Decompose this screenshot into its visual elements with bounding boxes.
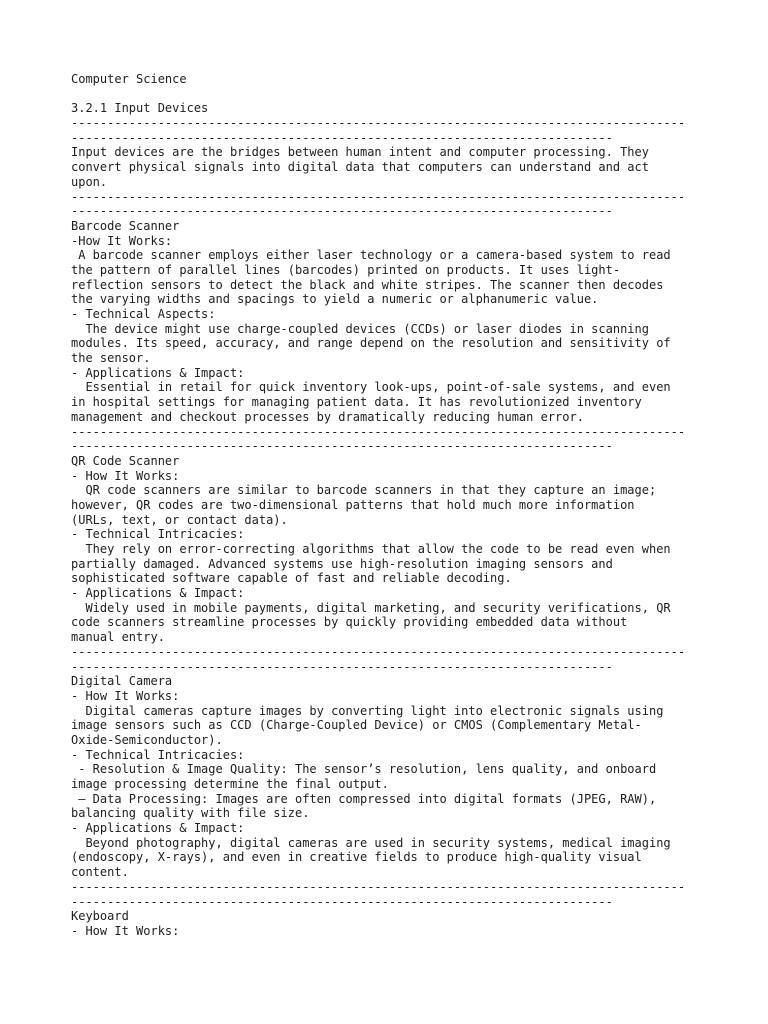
barcode-scanner-section [71,219,711,425]
section-heading: Keyboard [71,909,129,924]
qr-code-scanner-section [71,454,711,645]
body-line: (URLs, text, or contact data). [71,512,288,527]
body-line: Essential in retail for quick inventory look-ups, point-of-sale systems, and even [71,380,671,395]
body-line: sophisticated software capable of fast and reliable decoding. [71,571,512,586]
body-line: in hospital settings for managing patient data. It has revolutionized inventory [71,395,642,410]
intro-paragraph [71,145,711,189]
separator-line: --------------------------------------------------------------------------- [71,659,613,674]
body-line: partially damaged. Advanced systems use high-resolution imaging sensors and [71,556,613,571]
digital-camera-section [71,674,711,880]
separator-line: ------------------------------------------------------------------------------------- [71,644,686,659]
separator-line: --------------------------------------------------------------------------- [71,894,613,909]
body-line: the pattern of parallel lines (barcodes) printed on products. It uses light- [71,262,621,277]
subheading: - Technical Intricacies: [71,527,245,542]
body-line: They rely on error-correcting algorithms that allow the code to be read even when [71,542,671,556]
separator-line: ------------------------------------------------------------------------------------- [71,189,686,204]
document-page [71,72,711,939]
body-line: - Resolution & Image Quality: The sensor’s resolution, lens quality, and onboard [71,762,657,777]
body-line: Beyond photography, digital cameras are used in security systems, medical imaging [71,835,671,850]
subheading: - How It Works: [71,688,180,703]
section-heading: Barcode Scanner [71,218,180,233]
separator-line: ------------------------------------------------------------------------------------- [71,116,686,131]
body-line: reflection sensors to detect the black and white stripes. The scanner then decodes [71,277,664,292]
subheading: - How It Works: [71,468,180,483]
body-line: management and checkout processes by dramatically reducing human error. [71,409,584,424]
body-line: QR code scanners are similar to barcode scanners in that they capture an image; [71,483,657,498]
body-line: A barcode scanner employs either laser technology or a camera-based system to read [71,248,671,263]
body-line: however, QR codes are two-dimensional patterns that hold much more information [71,497,635,512]
body-line: Oxide-Semiconductor). [71,732,223,747]
body-line: image sensors such as CCD (Charge-Coupled Device) or CMOS (Complementary Metal- [71,718,642,733]
section-heading: Digital Camera [71,674,173,689]
section-title: 3.2.1 Input Devices [71,101,209,116]
body-line: the varying widths and spacings to yield a numeric or alphanumeric value. [71,292,599,307]
body-line: image processing determine the final output. [71,777,389,791]
intro-line: upon. [71,174,108,189]
body-line: Digital cameras capture images by converting light into electronic signals using [71,703,664,718]
subheading: - Applications & Impact: [71,821,245,836]
body-line: Widely used in mobile payments, digital marketing, and security verifications, QR [71,600,671,615]
subheading: - Technical Aspects: [71,307,216,321]
body-line: – Data Processing: Images are often compressed into digital formats (JPEG, RAW), [71,791,657,806]
section-heading: QR Code Scanner [71,453,180,468]
subheading: -How It Works: [71,233,173,248]
separator-line: ------------------------------------------------------------------------------------- [71,879,686,894]
subheading: - Technical Intricacies: [71,747,245,762]
separator-line: ------------------------------------------------------------------------------------- [71,424,686,439]
subject-heading: Computer Science [71,72,187,86]
subheading: - How It Works: [71,923,180,938]
body-line: modules. Its speed, accuracy, and range depend on the resolution and sensitivity of [71,336,671,351]
separator-line: --------------------------------------------------------------------------- [71,130,613,145]
blank-line [71,87,711,102]
body-line: (endoscopy, X-rays), and even in creative fields to produce high-quality visual [71,850,642,865]
subheading: - Applications & Impact: [71,365,245,380]
body-line: code scanners streamline processes by quickly providing embedded data without [71,615,628,630]
intro-line: convert physical signals into digital data that computers can understand and act [71,160,649,175]
subheading: - Applications & Impact: [71,586,245,601]
separator-line: --------------------------------------------------------------------------- [71,439,613,454]
body-line: manual entry. [71,630,165,645]
body-line: balancing quality with file size. [71,806,310,821]
separator-line: --------------------------------------------------------------------------- [71,204,613,219]
body-line: content. [71,865,129,880]
keyboard-section [71,909,711,938]
body-line: The device might use charge-coupled devices (CCDs) or laser diodes in scanning [71,321,649,336]
intro-line: Input devices are the bridges between human intent and computer processing. They [71,145,649,160]
body-line: the sensor. [71,351,151,366]
